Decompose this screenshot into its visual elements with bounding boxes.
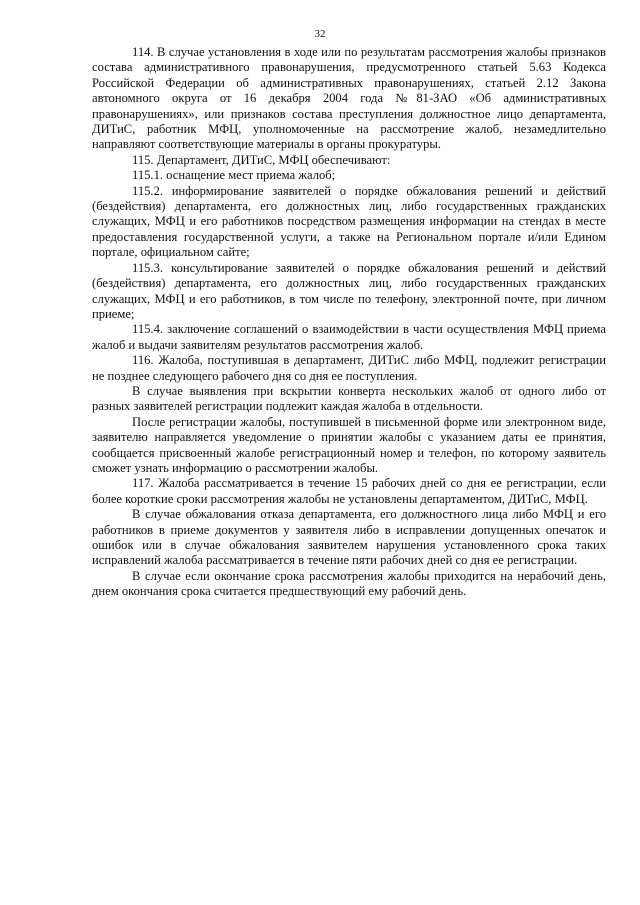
- page-number: 32: [314, 28, 326, 40]
- paragraph-117-refusal-appeal: В случае обжалования отказа департамента, его должностного лица либо МФЦ и его работников в приеме документов у заявителя либо в исправлении допущенных опечаток и ошибок или в случае обжалования заявителем нарушения установленного срока таких исправлений жалоба рассматривается в течение пяти рабочих дней со дня ее регистрации.: [92, 507, 606, 568]
- paragraph-117: 117. Жалоба рассматривается в течение 15 рабочих дней со дня ее регистрации, если более короткие сроки рассмотрения жалобы не установлены департаментом, ДИТиС, МФЦ.: [92, 476, 606, 506]
- paragraph-115-4: 115.4. заключение соглашений о взаимодействии в части осуществления МФЦ приема жалоб и выдачи заявителям результатов рассмотрения жалоб.: [92, 322, 606, 352]
- paragraph-115-2: 115.2. информирование заявителей о порядке обжалования решений и действий (бездействия) департамента, его должностных лиц, либо государственных гражданских служащих, МФЦ и его работников посредством размещения информации на стендах в месте предоставления государственной услуги, а также на Региональном портале и/или Едином портале, официальном сайте;: [92, 183, 606, 260]
- paragraph-114: 114. В случае установления в ходе или по результатам рассмотрения жалобы признаков состава административного правонарушения, предусмотренного статьей 5.63 Кодекса Российской Федерации об административных правонарушениях, статьей 2.12 Закона автономного округа от 16 декабря 2004 года №81-ЗАО «Об административных правонарушениях», или признаков состава преступления должностное лицо департамента, ДИТиС, работник МФЦ, уполномоченные на рассмотрение жалоб, незамедлительно направляют соответствующие материалы в органы прокуратуры.: [92, 45, 606, 152]
- paragraph-116-multiple-complaints: В случае выявления при вскрытии конверта нескольких жалоб от одного либо от разных заявителей регистрации подлежит каждая жалоба в отдельности.: [92, 383, 606, 414]
- paragraph-115-3: 115.3. консультирование заявителей о порядке обжалования решений и действий (бездействия) департамента, его должностных лиц, либо государственных гражданских служащих, МФЦ и его работников, в том числе по телефону, электронной почте, при личном приеме;: [92, 260, 606, 321]
- paragraph-116-registration-notice: После регистрации жалобы, поступившей в письменной форме или электронном виде, заявителю направляется уведомление о принятии жалобы с указанием даты ее принятия, сообщается присвоенный жалобе регистрационный номер и телефон, по которому заявитель сможет узнать информацию о рассмотрении жалобы.: [92, 414, 606, 475]
- paragraph-115: 115. Департамент, ДИТиС, МФЦ обеспечивают:: [132, 152, 391, 167]
- paragraph-116: 116. Жалоба, поступившая в департамент, ДИТиС либо МФЦ, подлежит регистрации не позднее следующего рабочего дня со дня ее поступления.: [92, 353, 606, 383]
- document-body: [92, 45, 606, 600]
- paragraph-117-nonworking-day: В случае если окончание срока рассмотрения жалобы приходится на нерабочий день, днем окончания срока считается предшествующий ему рабочий день.: [92, 568, 606, 599]
- paragraph-115-1: 115.1. оснащение мест приема жалоб;: [132, 168, 336, 183]
